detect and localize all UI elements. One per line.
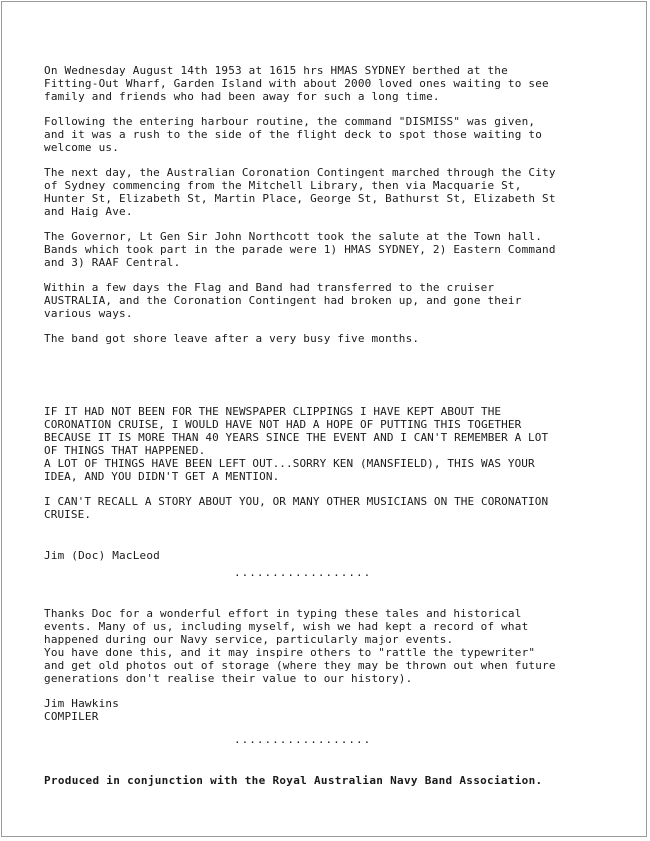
- document-body: [44, 64, 624, 787]
- paragraph-recall-note: I CAN'T RECALL A STORY ABOUT YOU, OR MANY OTHER MUSICIANS ON THE CORONATION CRUISE.: [44, 495, 549, 521]
- paragraph-arrival: On Wednesday August 14th 1953 at 1615 hrs HMAS SYDNEY berthed at the Fitting-Out Wharf, Garden Island with about 2000 loved ones waiting to see family and friends who had been away for such a long time.: [44, 64, 549, 103]
- separator-dots-1: ..................: [234, 566, 372, 579]
- separator-dots-2: ..................: [234, 733, 372, 746]
- paragraph-transfer: Within a few days the Flag and Band had transferred to the cruiser AUSTRALIA, and the Coronation Contingent had broken up, and gone their various ways.: [44, 281, 522, 320]
- signature-compiler: Jim Hawkins COMPILER: [44, 697, 120, 723]
- signature-author: Jim (Doc) MacLeod: [44, 549, 160, 562]
- paragraph-march: The next day, the Australian Coronation Contingent marched through the City of Sydney commencing from the Mitchell Library, then via Macquarie St, Hunter St, Elizabeth St, Martin Place, George St, Bathurst St, Elizabeth St and Haig Ave.: [44, 166, 556, 218]
- paragraph-thanks: Thanks Doc for a wonderful effort in typing these tales and historical events. Many of us, including myself, wish we had kept a record of what happened during our Navy service, particularly major events. You have done this, and it may inspire others to "rattle the typewriter" and get old photos out of storage (where they may be thrown out when future generations don't realise their value to our history).: [44, 607, 556, 685]
- document-page: [1, 1, 647, 837]
- paragraph-governor: The Governor, Lt Gen Sir John Northcott took the salute at the Town hall. Bands which took part in the parade were 1) HMAS SYDNEY, 2) Eastern Command and 3) RAAF Central.: [44, 230, 556, 269]
- paragraph-dismiss: Following the entering harbour routine, the command "DISMISS" was given, and it was a rush to the side of the flight deck to spot those waiting to welcome us.: [44, 115, 543, 154]
- paragraph-clippings-note: IF IT HAD NOT BEEN FOR THE NEWSPAPER CLIPPINGS I HAVE KEPT ABOUT THE CORONATION CRUISE, I WOULD HAVE NOT HAD A HOPE OF PUTTING THIS TOGETHER BECAUSE IT IS MORE THAN 40 YEARS SINCE THE EVENT AND I CAN'T REMEMBER A LOT OF THINGS THAT HAPPENED. A LOT OF THINGS HAVE BEEN LEFT OUT...SORRY KEN (MANSFIELD), THIS WAS YOUR IDEA, AND YOU DIDN'T GET A MENTION.: [44, 405, 549, 483]
- paragraph-shore-leave: The band got shore leave after a very busy five months.: [44, 332, 420, 345]
- footer-credit: Produced in conjunction with the Royal Australian Navy Band Association.: [44, 774, 543, 787]
